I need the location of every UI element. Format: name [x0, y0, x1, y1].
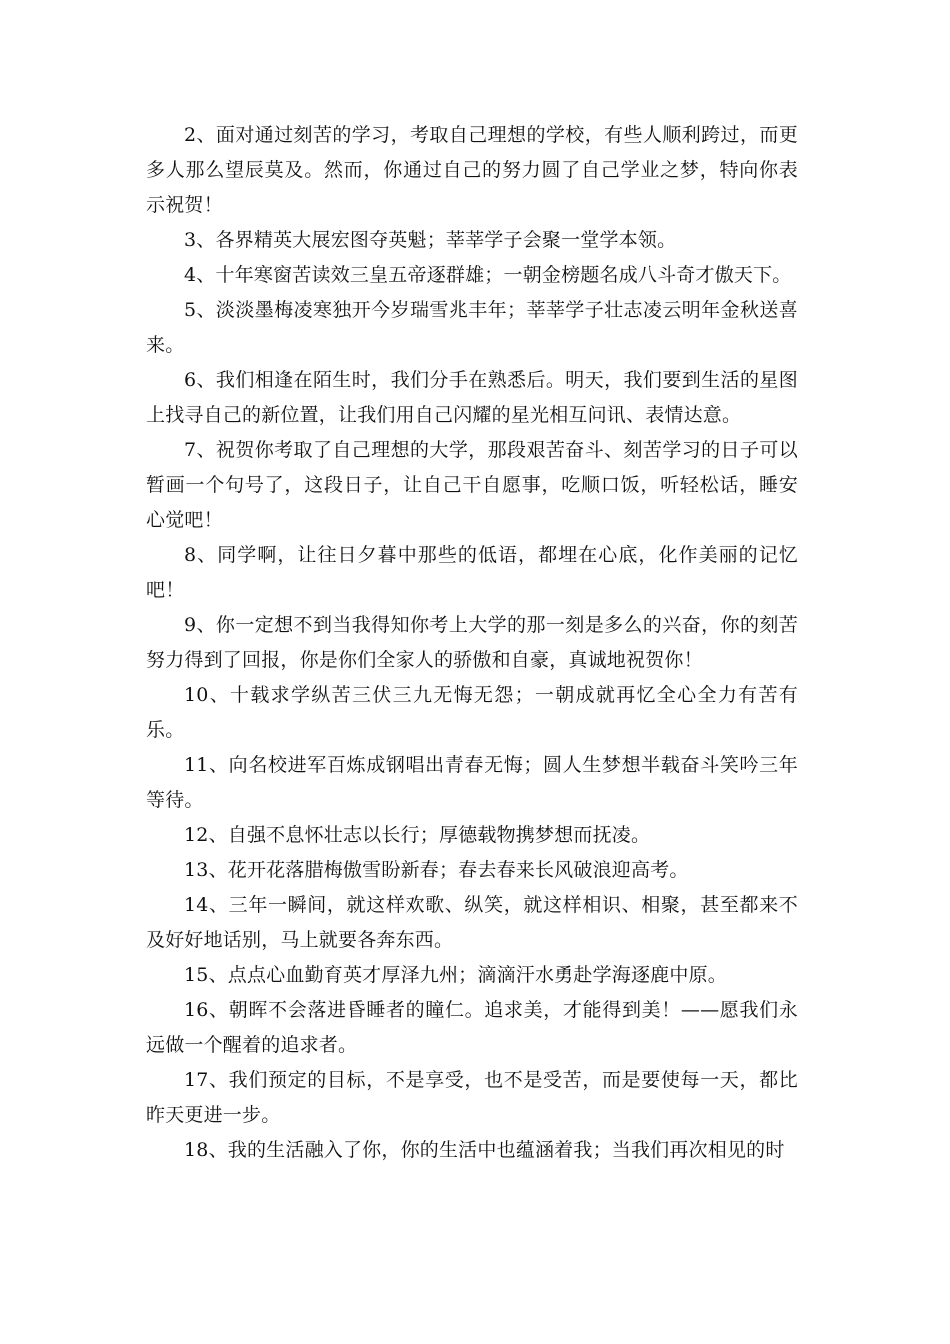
- paragraph-14: 14、三年一瞬间，就这样欢歌、纵笑，就这样相识、相聚，甚至都来不及好好地话别，马上就要各奔东西。: [146, 894, 798, 951]
- paragraph-4: 4、十年寒窗苦读效三皇五帝逐群雄；一朝金榜题名成八斗奇才傲天下。: [184, 264, 792, 286]
- paragraph-10: 10、十载求学纵苦三伏三九无悔无怨；一朝成就再忆全心全力有苦有乐。: [146, 684, 798, 741]
- paragraph-2: 2、面对通过刻苦的学习，考取自己理想的学校，有些人顺利跨过，而更多人那么望辰莫及。然而，你通过自己的努力圆了自己学业之梦，特向你表示祝贺！: [146, 124, 798, 216]
- paragraph-7: 7、祝贺你考取了自己理想的大学，那段艰苦奋斗、刻苦学习的日子可以暂画一个句号了，这段日子，让自己干自愿事，吃顺口饭，听轻松话，睡安心觉吧！: [146, 439, 798, 531]
- paragraph-16: 16、朝晖不会落进昏睡者的瞳仁。追求美，才能得到美！——愿我们永远做一个醒着的追求者。: [146, 999, 798, 1056]
- paragraph-12: 12、自强不息怀壮志以长行；厚德载物携梦想而抚凌。: [184, 824, 651, 846]
- paragraph-11: 11、向名校进军百炼成钢唱出青春无悔；圆人生梦想半载奋斗笑吟三年等待。: [146, 754, 798, 811]
- document-body: [146, 118, 798, 1168]
- paragraph-9: 9、你一定想不到当我得知你考上大学的那一刻是多么的兴奋，你的刻苦努力得到了回报，你是你们全家人的骄傲和自豪，真诚地祝贺你！: [146, 614, 798, 671]
- paragraph-5: 5、淡淡墨梅凌寒独开今岁瑞雪兆丰年；莘莘学子壮志凌云明年金秋送喜来。: [146, 299, 798, 356]
- paragraph-8: 8、同学啊，让往日夕暮中那些的低语，都埋在心底，化作美丽的记忆吧！: [146, 544, 798, 601]
- paragraph-18: 18、我的生活融入了你，你的生活中也蕴涵着我；当我们再次相见的时: [184, 1139, 785, 1161]
- paragraph-6: 6、我们相逢在陌生时，我们分手在熟悉后。明天，我们要到生活的星图上找寻自己的新位置，让我们用自己闪耀的星光相互问讯、表情达意。: [146, 369, 798, 426]
- paragraph-3: 3、各界精英大展宏图夺英魁；莘莘学子会聚一堂学本领。: [184, 229, 677, 251]
- paragraph-13: 13、花开花落腊梅傲雪盼新春；春去春来长风破浪迎高考。: [184, 859, 689, 881]
- paragraph-17: 17、我们预定的目标，不是享受，也不是受苦，而是要使每一天，都比昨天更进一步。: [146, 1069, 798, 1126]
- paragraph-15: 15、点点心血勤育英才厚泽九州；滴滴汗水勇赴学海逐鹿中原。: [184, 964, 727, 986]
